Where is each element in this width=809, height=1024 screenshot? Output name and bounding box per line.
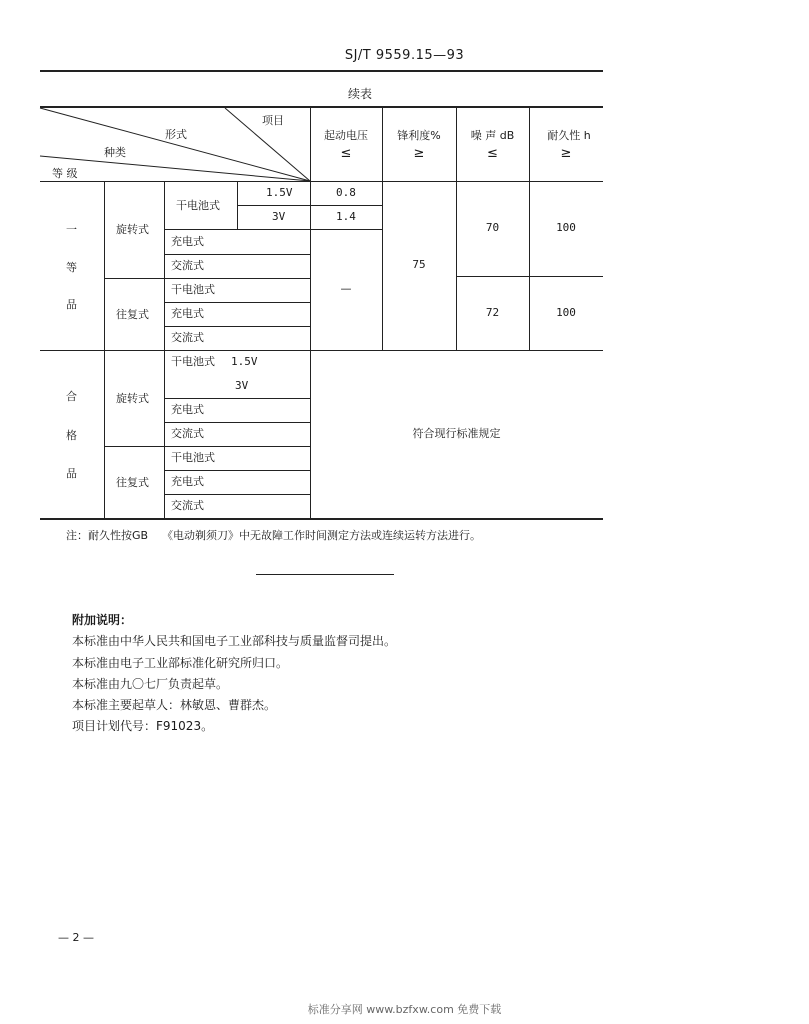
grade1-rotary-v3-value: 1.4 [336,210,356,223]
col-durability: 耐久性 h [547,129,591,142]
col-sharpness-sym: ≥ [413,146,425,161]
row-rule [164,398,310,399]
grade2-recip-dry: 干电池式 [171,451,215,464]
row-rule [164,422,310,423]
additional-line: 本标准由中华人民共和国电子工业部科技与质量监督司提出。 [72,634,397,648]
grade1-rotary-noise: 70 [485,221,500,234]
row-rule [164,326,310,327]
additional-line: 本标准由九〇七厂负责起草。 [72,677,229,691]
section-divider [256,574,394,575]
grade1-rotary-v15-value: 0.8 [336,186,356,199]
table-title: 续表 [347,87,372,101]
row-rule [104,446,310,447]
grade2-rotary-v15: 1.5V [231,355,258,368]
grade1-recip-charge: 充电式 [171,307,204,320]
grade2-recip-charge: 充电式 [171,475,204,488]
col-start-voltage-sym: ≤ [340,146,352,161]
grade1-recip-dry: 干电池式 [171,283,215,296]
grade2-rotary-dry: 干电池式 [171,355,215,368]
grade2-merged-text: 符合现行标准规定 [412,427,501,440]
col-sharpness: 锋利度% [397,129,441,142]
row-rule [164,470,310,471]
grade2-char: 格 [66,429,77,442]
grade1-recip-ac: 交流式 [171,331,204,344]
footer-watermark: 标准分享网 www.bzfxw.com 免费下载 [307,1003,502,1016]
additional-line: 本标准由电子工业部标准化研究所归口。 [72,656,289,670]
grade1-rotary-kind: 旋转式 [116,223,149,236]
header-item-label: 项目 [262,114,284,127]
grade1-voltage-dash: — [340,282,352,295]
header-form-label: 形式 [165,128,187,141]
grade2-char: 品 [66,467,77,480]
col-durability-sym: ≥ [560,146,572,161]
header-kind-label: 种类 [104,146,126,159]
row-rule [104,278,310,279]
table-bottom-rule [40,518,603,520]
header-diagonals [0,0,809,200]
row-rule [164,254,310,255]
grade2-recip-ac: 交流式 [171,499,204,512]
grade2-recip-kind: 往复式 [116,476,149,489]
row-rule [164,302,310,303]
grade1-sharpness: 75 [412,258,426,271]
grade-divider-rule [40,350,603,351]
grade1-char: 一 [66,223,77,236]
page-number: — 2 — [58,931,94,944]
grade2-rotary-kind: 旋转式 [116,392,149,405]
standard-code: SJ/T 9559.15—93 [344,48,465,63]
col-rule [104,181,105,518]
grade1-rotary-charge: 充电式 [171,235,204,248]
additional-line: 项目计划代号：F91023。 [72,719,214,733]
col-start-voltage: 起动电压 [324,129,368,142]
grade1-rotary-dry: 干电池式 [176,199,220,212]
table-note: 注：耐久性按GB 《电动剃须刀》中无故障工作时间测定方法或连续运转方法进行。 [66,529,482,542]
grade1-recip-durability: 100 [556,306,576,319]
grade2-rotary-charge: 充电式 [171,403,204,416]
grade2-char: 合 [66,390,77,403]
grade1-recip-kind: 往复式 [116,308,149,321]
additional-heading: 附加说明： [72,613,133,627]
additional-line: 本标准主要起草人：林敏恩、曹群杰。 [72,698,277,712]
row-rule [164,229,382,230]
col-noise: 噪 声 dB [470,129,515,142]
header-grade-label: 等 级 [52,167,78,180]
grade2-rotary-ac: 交流式 [171,427,204,440]
col-noise-sym: ≤ [487,146,498,161]
grade1-char: 品 [66,298,77,311]
grade1-rotary-durability: 100 [556,221,576,234]
grade2-rotary-v3: 3V [235,379,249,392]
grade1-recip-noise: 72 [485,306,500,319]
grade1-rotary-v15: 1.5V [266,186,293,199]
grade1-rotary-v3: 3V [272,210,286,223]
grade1-rotary-ac: 交流式 [171,259,204,272]
grade1-char: 等 [66,261,77,274]
col-rule [164,181,165,518]
row-rule [164,494,310,495]
